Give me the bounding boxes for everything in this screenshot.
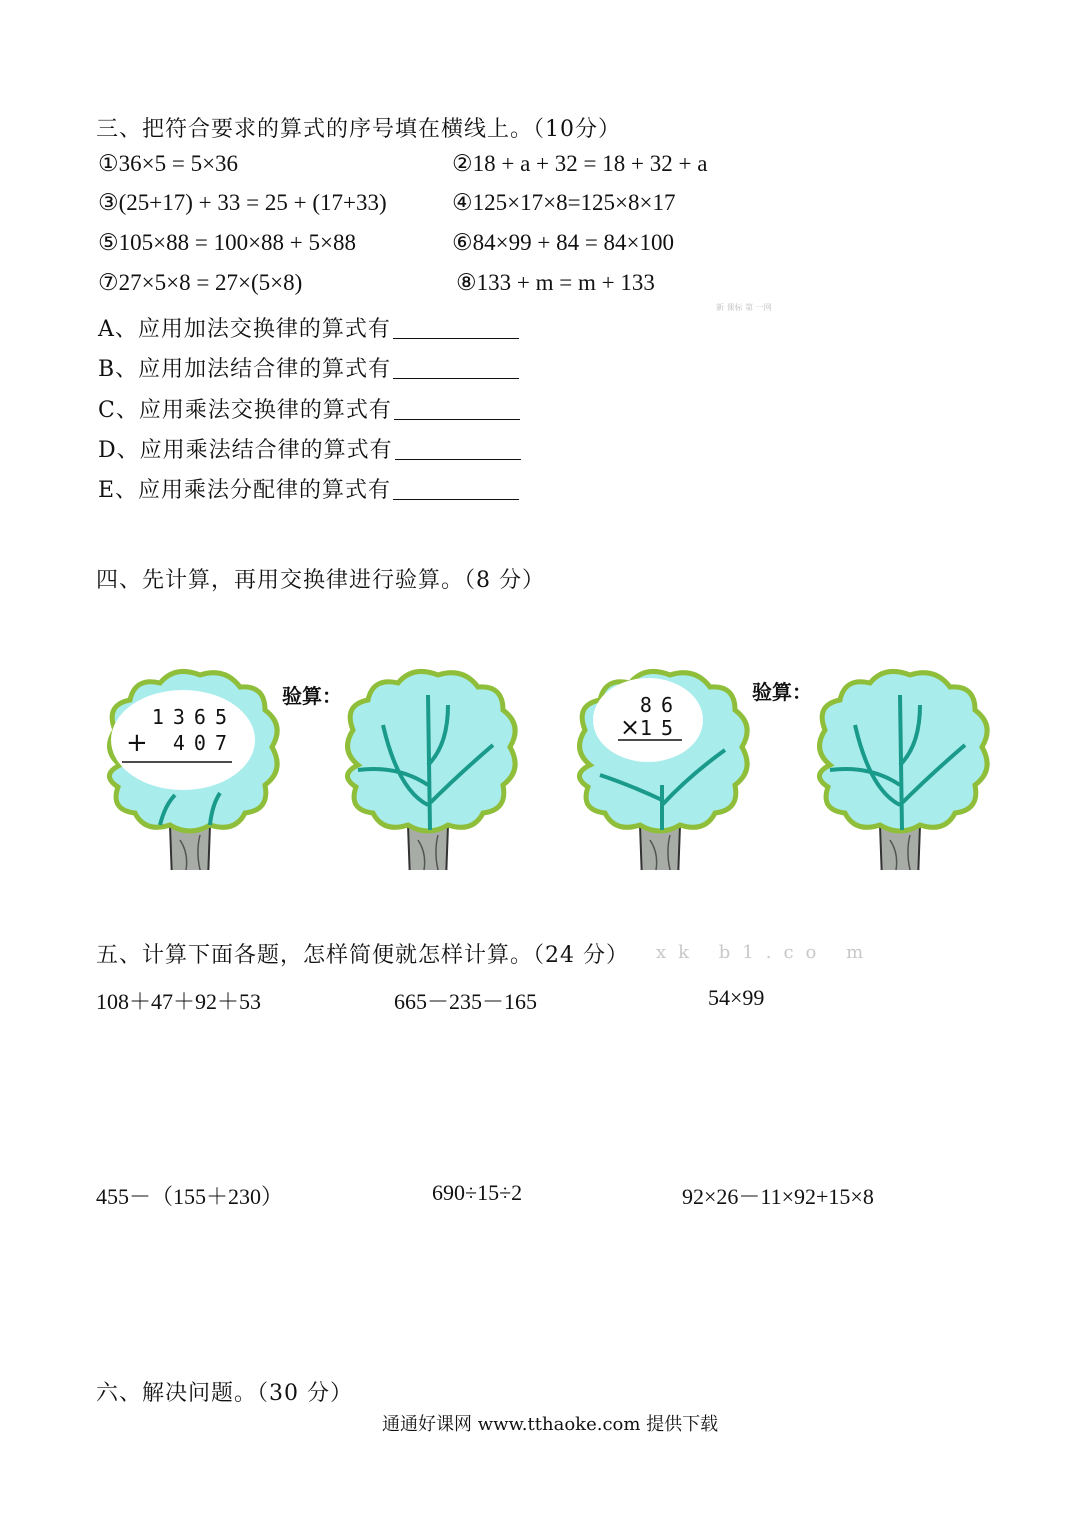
verify-label-1: 验算： <box>282 684 342 708</box>
formula-4: ④125×17×8=125×8×17 <box>452 190 676 215</box>
addition-bottom-number: 407 <box>172 731 236 755</box>
multiplication-top-number: 86 <box>639 693 682 717</box>
section4-heading: 四、先计算，再用交换律进行验算。（8 分） <box>96 568 545 593</box>
answer-blank-d[interactable] <box>395 439 521 460</box>
question-e: E、应用乘法分配律的算式有 <box>98 473 519 504</box>
formula-5: ⑤105×88 = 100×88 + 5×88 <box>98 230 356 255</box>
page-footer: 通通好课网 www.tthaoke.com 提供下载 <box>382 1414 719 1435</box>
section5-heading: 五、计算下面各题，怎样简便就怎样计算。（24 分） <box>96 943 629 968</box>
answer-blank-b[interactable] <box>393 358 519 379</box>
question-a: A、应用加法交换律的算式有 <box>98 312 519 343</box>
formula-2: ②18 + a + 32 = 18 + 32 + a <box>452 151 708 176</box>
answer-blank-c[interactable] <box>394 399 520 420</box>
trees-illustration <box>0 640 1087 870</box>
small-watermark: 新 课标 第 一网 <box>716 303 772 312</box>
verify-label-2: 验算： <box>752 680 812 704</box>
times-sign: × <box>620 713 641 741</box>
answer-blank-a[interactable] <box>393 318 519 339</box>
calc-problem-5: 690÷15÷2 <box>432 1180 523 1205</box>
question-b: B、应用加法结合律的算式有 <box>98 352 519 383</box>
formula-1: ①36×5 = 5×36 <box>98 151 239 176</box>
tree-2 <box>347 671 515 870</box>
plus-sign: + <box>126 728 148 758</box>
section3-heading: 三、把符合要求的算式的序号填在横线上。（10分） <box>96 117 621 142</box>
tree-4 <box>819 671 987 870</box>
calc-problem-6: 92×26－11×92+15×8 <box>682 1184 874 1209</box>
question-d: D、应用乘法结合律的算式有 <box>98 433 521 464</box>
question-c: C、应用乘法交换律的算式有 <box>98 393 520 424</box>
formula-6: ⑥84×99 + 84 = 84×100 <box>452 230 675 255</box>
addition-top-number: 1365 <box>151 705 236 729</box>
faint-watermark: xk b1.co m <box>656 942 876 963</box>
calc-problem-4: 455－（155＋230） <box>96 1184 284 1209</box>
formula-3: ③(25+17) + 33 = 25 + (17+33) <box>98 190 387 215</box>
answer-blank-e[interactable] <box>393 479 519 500</box>
calc-problem-3: 54×99 <box>708 985 765 1010</box>
formula-8: ⑧133 + m = m + 133 <box>456 270 655 295</box>
calc-problem-2: 665－235－165 <box>394 989 538 1014</box>
multiplication-bottom-number: 15 <box>639 716 682 740</box>
formula-7: ⑦27×5×8 = 27×(5×8) <box>98 270 303 295</box>
calc-problem-1: 108＋47＋92＋53 <box>96 989 262 1014</box>
section6-heading: 六、解决问题。（30 分） <box>96 1381 353 1406</box>
tree-1 <box>109 671 277 870</box>
